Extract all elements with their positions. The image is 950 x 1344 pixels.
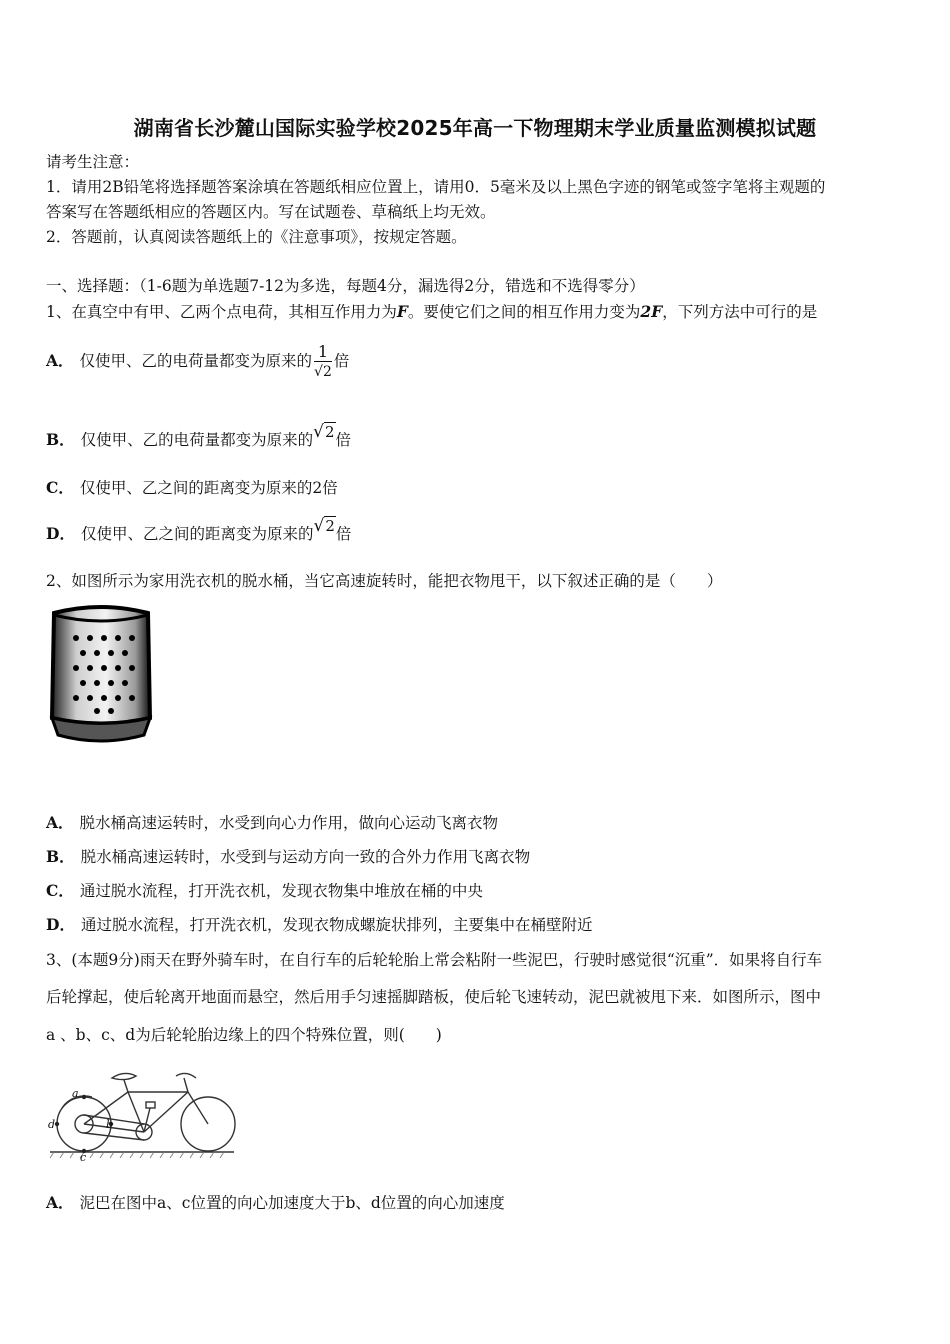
q1-option-c-letter: C．	[46, 478, 74, 497]
q1-option-b-suffix: 倍	[335, 431, 352, 449]
fig-label-a: a	[72, 1087, 79, 1100]
q3-option-a-letter: A．	[46, 1193, 74, 1212]
q2-option-c	[46, 881, 483, 901]
root-two-radicand: 2	[324, 423, 335, 441]
q1-option-a-text: 仅使甲、乙的电荷量都变为原来的	[79, 352, 313, 370]
fraction-numerator: 1	[317, 342, 329, 361]
fraction-denominator: √2	[314, 361, 332, 381]
fig-label-d: d	[48, 1118, 56, 1131]
q1-stem	[46, 302, 817, 322]
q1-option-b	[46, 422, 352, 450]
q2-option-c-letter: C．	[46, 881, 74, 900]
q1-double-force: 2F	[640, 302, 663, 321]
q1-option-d-suffix: 倍	[335, 525, 352, 543]
q2-option-d-text: 通过脱水流程，打开洗衣机，发现衣物成螺旋状排列，主要集中在桶壁附近	[80, 916, 593, 934]
q2-option-d-letter: D．	[46, 915, 75, 934]
q1-force-symbol: F	[396, 302, 408, 321]
q3-stem-line-1: 3、(本题9分)雨天在野外骑车时，在自行车的后轮轮胎上常会粘附一些泥巴，行驶时感觉很“沉重”．如果将自行车	[46, 951, 823, 969]
q1-option-c	[46, 478, 338, 498]
q1-option-c-text: 仅使甲、乙之间的距离变为原来的2倍	[79, 479, 338, 497]
q2-option-a-text: 脱水桶高速运转时，水受到向心力作用，做向心运动飞离衣物	[79, 814, 499, 832]
root-two-radicand: 2	[325, 517, 335, 535]
q3-stem-line-3: a 、b、c、d为后轮轮胎边缘上的四个特殊位置，则( )	[46, 1026, 442, 1044]
q1-stem-part-b: 。要使它们之间的相互作用力变为	[407, 303, 641, 321]
q2-option-c-text: 通过脱水流程，打开洗衣机，发现衣物集中堆放在桶的中央	[79, 882, 483, 900]
q2-option-b-letter: B．	[46, 847, 75, 866]
q2-option-b	[46, 847, 530, 867]
q2-option-a-letter: A．	[46, 813, 74, 832]
fraction-denominator-radicand: 2	[322, 364, 332, 380]
q3-option-a	[46, 1193, 505, 1213]
fig-label-c: c	[80, 1151, 87, 1162]
q2-option-a	[46, 813, 498, 833]
notice-item-1: 1．请用2B铅笔将选择题答案涂填在答题纸相应位置上，请用0．5毫米及以上黑色字迹的钢笔或签字笔将主观题的	[46, 178, 826, 196]
q2-option-d	[46, 915, 592, 935]
q1-option-d-letter: D．	[46, 524, 75, 543]
q1-option-b-text: 仅使甲、乙的电荷量都变为原来的	[80, 431, 314, 449]
q3-option-a-text: 泥巴在图中a、c位置的向心加速度大于b、d位置的向心加速度	[79, 1194, 505, 1212]
root-two-symbol: √2	[313, 516, 335, 536]
q1-stem-part-a: 1、在真空中有甲、乙两个点电荷，其相互作用力为	[46, 303, 397, 321]
notice-item-1-cont: 答案写在答题纸相应的答题区内。写在试题卷、草稿纸上均无效。	[46, 203, 496, 221]
fig-label-b: b	[106, 1118, 114, 1131]
notice-header: 请考生注意：	[46, 153, 140, 171]
notice-item-2: 2．答题前，认真阅读答题纸上的《注意事项》，按规定答题。	[46, 228, 467, 246]
q1-option-d	[46, 516, 352, 544]
spin-drum-figure	[46, 603, 156, 748]
q2-option-b-text: 脱水桶高速运转时，水受到与运动方向一致的合外力作用飞离衣物	[80, 848, 531, 866]
section-heading: 一、选择题：（1-6题为单选题7-12为多选，每题4分，漏选得2分，错选和不选得零分）	[46, 277, 645, 295]
q1-option-d-text: 仅使甲、乙之间的距离变为原来的	[80, 525, 314, 543]
q3-stem-line-2: 后轮撑起，使后轮离开地面而悬空，然后用手匀速摇脚踏板，使后轮飞速转动，泥巴就被甩下来．如图所示，图中	[46, 988, 822, 1006]
q1-option-a-suffix: 倍	[333, 352, 350, 370]
q1-option-a-letter: A．	[46, 351, 74, 370]
q2-stem: 2、如图所示为家用洗衣机的脱水桶，当它高速旋转时，能把衣物甩干，以下叙述正确的是（ ）	[46, 572, 723, 590]
root-two-symbol: √2	[313, 422, 335, 442]
q1-option-a	[46, 336, 349, 386]
q1-option-b-letter: B．	[46, 430, 75, 449]
fraction-one-over-root-two	[314, 343, 332, 381]
page-title: 湖南省长沙麓山国际实验学校2025年高一下物理期末学业质量监测模拟试题	[133, 116, 817, 140]
q1-stem-part-c: ，下列方法中可行的是	[662, 303, 818, 321]
bicycle-figure	[46, 1064, 236, 1162]
